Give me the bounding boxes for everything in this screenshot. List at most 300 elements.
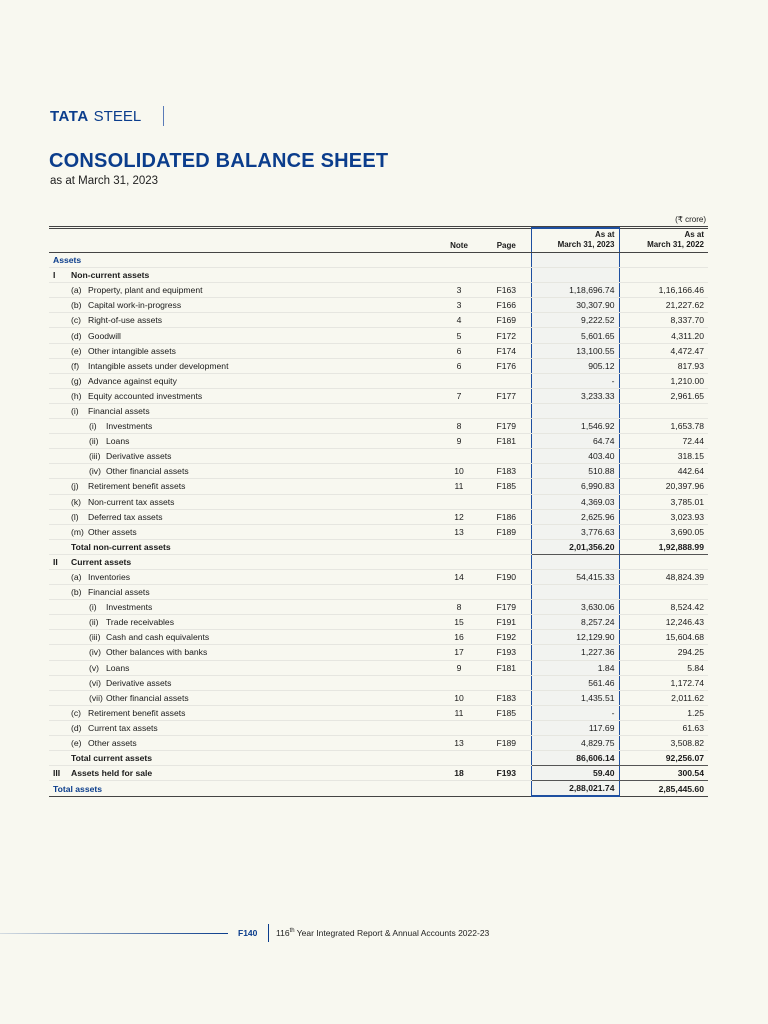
note-cell: 6 — [436, 358, 482, 373]
previous-year-value: 3,508.82 — [619, 736, 708, 751]
previous-year-value: 92,256.07 — [619, 751, 708, 766]
table-row — [49, 434, 708, 449]
row-label: Right-of-use assets — [88, 315, 163, 326]
current-year-value: 403.40 — [531, 449, 619, 464]
previous-year-value: 2,961.65 — [619, 388, 708, 403]
row-label: Intangible assets under development — [88, 360, 229, 371]
page-cell — [482, 751, 531, 766]
note-cell: 8 — [436, 419, 482, 434]
page-cell: F169 — [482, 313, 531, 328]
row-label: Assets — [53, 255, 82, 266]
table-row — [49, 569, 708, 584]
row-label-cell — [49, 434, 436, 449]
page-cell — [482, 253, 531, 268]
current-year-value — [531, 268, 619, 283]
row-marker: (g) — [71, 375, 82, 386]
note-cell — [436, 781, 482, 797]
table-row — [49, 494, 708, 509]
row-marker: (c) — [71, 707, 82, 718]
previous-year-value — [619, 554, 708, 569]
row-label-cell — [49, 751, 436, 766]
table-row — [49, 645, 708, 660]
table-row — [49, 690, 708, 705]
note-cell — [436, 675, 482, 690]
page-cell: F179 — [482, 600, 531, 615]
previous-year-value: 300.54 — [619, 766, 708, 781]
row-marker: II — [53, 556, 58, 567]
page-cell: F183 — [482, 690, 531, 705]
note-cell: 14 — [436, 569, 482, 584]
row-marker: (a) — [71, 572, 82, 583]
note-cell: 9 — [436, 660, 482, 675]
row-label: Total assets — [53, 783, 103, 794]
page-cell: F181 — [482, 660, 531, 675]
table-row — [49, 539, 708, 554]
page-cell — [482, 675, 531, 690]
row-label: Other assets — [88, 738, 137, 749]
previous-year-value: 1,653.78 — [619, 419, 708, 434]
table-row — [49, 373, 708, 388]
row-label: Trade receivables — [106, 617, 174, 628]
current-year-value: 30,307.90 — [531, 298, 619, 313]
note-cell — [436, 268, 482, 283]
row-label-cell — [49, 403, 436, 418]
note-cell: 5 — [436, 328, 482, 343]
row-label-cell — [49, 645, 436, 660]
page-cell — [482, 539, 531, 554]
table-row — [49, 449, 708, 464]
row-label-cell — [49, 464, 436, 479]
current-year-value: 64.74 — [531, 434, 619, 449]
brand-name-bold: TATA — [50, 107, 89, 125]
table-header-row — [49, 228, 708, 253]
current-year-value: 4,369.03 — [531, 494, 619, 509]
row-label: Retirement benefit assets — [88, 707, 186, 718]
current-year-value: 2,88,021.74 — [531, 781, 619, 797]
previous-year-value — [619, 268, 708, 283]
row-label: Financial assets — [88, 587, 150, 598]
table-row — [49, 464, 708, 479]
note-cell — [436, 449, 482, 464]
current-year-value: - — [531, 705, 619, 720]
row-label: Goodwill — [88, 330, 121, 341]
note-cell — [436, 585, 482, 600]
current-year-value: 1,435.51 — [531, 690, 619, 705]
previous-year-value — [619, 403, 708, 418]
current-year-value: 4,829.75 — [531, 736, 619, 751]
row-label: Assets held for sale — [71, 768, 153, 779]
previous-year-value: 48,824.39 — [619, 569, 708, 584]
row-label-cell — [49, 675, 436, 690]
current-year-value: 2,01,356.20 — [531, 539, 619, 554]
current-year-value: 13,100.55 — [531, 343, 619, 358]
page-cell — [482, 554, 531, 569]
table-row — [49, 358, 708, 373]
current-year-value: 5,601.65 — [531, 328, 619, 343]
row-label: Other balances with banks — [106, 647, 208, 658]
current-year-value: 12,129.90 — [531, 630, 619, 645]
previous-year-value: 5.84 — [619, 660, 708, 675]
row-label-cell — [49, 690, 436, 705]
page-footer — [0, 924, 768, 944]
row-label-cell — [49, 388, 436, 403]
previous-year-value: 3,690.05 — [619, 524, 708, 539]
header-particulars — [49, 228, 436, 253]
page-subtitle: as at March 31, 2023 — [50, 175, 159, 187]
note-cell — [436, 751, 482, 766]
header-previous-line1: As at — [684, 230, 704, 239]
header-note: Note — [436, 228, 482, 253]
footer-report-prefix: 116 — [276, 928, 290, 938]
page-cell — [482, 494, 531, 509]
previous-year-value: 2,011.62 — [619, 690, 708, 705]
header-previous-line2: March 31, 2022 — [647, 240, 704, 249]
table-row — [49, 419, 708, 434]
previous-year-value: 442.64 — [619, 464, 708, 479]
table-row — [49, 615, 708, 630]
row-label-cell — [49, 660, 436, 675]
row-label: Total current assets — [71, 753, 153, 764]
row-label: Inventories — [88, 572, 131, 583]
current-year-value: 3,233.33 — [531, 388, 619, 403]
row-label-cell — [49, 615, 436, 630]
table-row — [49, 298, 708, 313]
note-cell: 13 — [436, 736, 482, 751]
note-cell: 11 — [436, 479, 482, 494]
row-label-cell — [49, 449, 436, 464]
table-row — [49, 675, 708, 690]
previous-year-value: 1,92,888.99 — [619, 539, 708, 554]
row-marker: (iii) — [89, 451, 101, 462]
current-year-value: 117.69 — [531, 720, 619, 735]
footer-divider — [268, 924, 269, 942]
row-label-cell — [49, 373, 436, 388]
current-year-value: 1,227.36 — [531, 645, 619, 660]
page-title: CONSOLIDATED BALANCE SHEET — [49, 150, 389, 172]
page-cell — [482, 781, 531, 797]
current-year-value — [531, 554, 619, 569]
page-cell: F181 — [482, 434, 531, 449]
row-label-cell — [49, 554, 436, 569]
current-year-value: 561.46 — [531, 675, 619, 690]
row-marker: (iii) — [89, 632, 101, 643]
row-marker: (b) — [71, 587, 82, 598]
current-year-value — [531, 403, 619, 418]
table-row — [49, 524, 708, 539]
row-label-cell — [49, 720, 436, 735]
previous-year-value: 20,397.96 — [619, 479, 708, 494]
row-marker: (v) — [89, 662, 100, 673]
balance-sheet — [49, 214, 708, 797]
current-year-value: - — [531, 373, 619, 388]
table-row — [49, 736, 708, 751]
note-cell: 4 — [436, 313, 482, 328]
note-cell — [436, 494, 482, 509]
row-marker: (h) — [71, 390, 82, 401]
row-label: Derivative assets — [106, 677, 172, 688]
note-cell — [436, 403, 482, 418]
row-marker: (ii) — [89, 436, 99, 447]
table-row — [49, 313, 708, 328]
current-year-value: 2,625.96 — [531, 509, 619, 524]
current-year-value: 905.12 — [531, 358, 619, 373]
row-label: Capital work-in-progress — [88, 300, 182, 311]
row-label-cell — [49, 524, 436, 539]
previous-year-value: 2,85,445.60 — [619, 781, 708, 797]
row-marker: (j) — [71, 481, 79, 492]
table-row — [49, 268, 708, 283]
page-cell: F166 — [482, 298, 531, 313]
note-cell: 3 — [436, 283, 482, 298]
previous-year-value: 4,311.20 — [619, 328, 708, 343]
table-row — [49, 509, 708, 524]
row-label-cell — [49, 736, 436, 751]
previous-year-value: 318.15 — [619, 449, 708, 464]
previous-year-value: 1,210.00 — [619, 373, 708, 388]
note-cell: 18 — [436, 766, 482, 781]
previous-year-value — [619, 585, 708, 600]
footer-report-sup: th — [289, 928, 295, 935]
row-label-cell — [49, 705, 436, 720]
page-cell: F183 — [482, 464, 531, 479]
page-cell: F174 — [482, 343, 531, 358]
row-marker: (d) — [71, 330, 82, 341]
note-cell: 10 — [436, 464, 482, 479]
page-cell: F189 — [482, 524, 531, 539]
previous-year-value: 15,604.68 — [619, 630, 708, 645]
current-year-value: 59.40 — [531, 766, 619, 781]
row-label: Other financial assets — [106, 466, 189, 477]
row-label-cell — [49, 539, 436, 554]
table-row — [49, 751, 708, 766]
page-cell: F179 — [482, 419, 531, 434]
row-label-cell — [49, 494, 436, 509]
row-label-cell — [49, 358, 436, 373]
page-cell: F192 — [482, 630, 531, 645]
table-row — [49, 781, 708, 797]
table-row — [49, 253, 708, 268]
table-row — [49, 720, 708, 735]
footer-report-title — [276, 928, 489, 938]
note-cell: 8 — [436, 600, 482, 615]
row-marker: (f) — [71, 360, 80, 371]
brand-name-light: STEEL — [93, 107, 142, 125]
previous-year-value: 8,337.70 — [619, 313, 708, 328]
row-label-cell — [49, 253, 436, 268]
row-label: Advance against equity — [88, 375, 177, 386]
row-label: Current assets — [71, 556, 132, 567]
row-label-cell — [49, 298, 436, 313]
current-year-value: 3,630.06 — [531, 600, 619, 615]
table-row — [49, 660, 708, 675]
row-label-cell — [49, 585, 436, 600]
row-label: Investments — [106, 421, 153, 432]
previous-year-value: 294.25 — [619, 645, 708, 660]
table-row — [49, 766, 708, 781]
previous-year-value: 21,227.62 — [619, 298, 708, 313]
row-marker: (e) — [71, 738, 82, 749]
page-cell: F185 — [482, 705, 531, 720]
row-label: Derivative assets — [106, 451, 172, 462]
header-current-year — [531, 228, 619, 253]
row-label-cell — [49, 343, 436, 358]
current-year-value: 54,415.33 — [531, 569, 619, 584]
header-current-line1: As at — [594, 230, 615, 239]
note-cell: 16 — [436, 630, 482, 645]
note-cell: 10 — [436, 690, 482, 705]
current-year-value: 3,776.63 — [531, 524, 619, 539]
page-cell: F191 — [482, 615, 531, 630]
row-label-cell — [49, 313, 436, 328]
brand-divider — [163, 106, 164, 126]
table-row — [49, 630, 708, 645]
row-marker: (c) — [71, 315, 82, 326]
row-label-cell — [49, 569, 436, 584]
table-body — [49, 253, 708, 797]
footer-page-number: F140 — [238, 928, 258, 938]
balance-sheet-table — [49, 226, 708, 797]
unit-label: (₹ crore) — [675, 215, 706, 224]
row-label: Non-current assets — [71, 270, 150, 281]
current-year-value: 6,990.83 — [531, 479, 619, 494]
note-cell: 17 — [436, 645, 482, 660]
row-label-cell — [49, 630, 436, 645]
current-year-value: 510.88 — [531, 464, 619, 479]
page-cell — [482, 449, 531, 464]
current-year-value — [531, 585, 619, 600]
row-label: Property, plant and equipment — [88, 285, 203, 296]
row-marker: (k) — [71, 496, 82, 507]
previous-year-value: 61.63 — [619, 720, 708, 735]
header-previous-year — [619, 228, 708, 253]
previous-year-value: 1,16,166.46 — [619, 283, 708, 298]
note-cell — [436, 253, 482, 268]
row-label-cell — [49, 479, 436, 494]
page-cell — [482, 720, 531, 735]
footer-report-suffix: Year Integrated Report & Annual Accounts 2022-23 — [294, 928, 490, 938]
footer-rule — [0, 933, 228, 934]
previous-year-value: 1,172.74 — [619, 675, 708, 690]
row-marker: I — [53, 270, 56, 281]
page-cell: F172 — [482, 328, 531, 343]
page-cell: F193 — [482, 645, 531, 660]
header-current-line2: March 31, 2023 — [557, 240, 615, 249]
table-row — [49, 479, 708, 494]
table-row — [49, 283, 708, 298]
note-cell — [436, 539, 482, 554]
brand-logo — [50, 106, 164, 126]
row-label-cell — [49, 268, 436, 283]
row-label: Total non-current assets — [71, 541, 171, 552]
table-row — [49, 554, 708, 569]
previous-year-value: 1.25 — [619, 705, 708, 720]
table-row — [49, 705, 708, 720]
current-year-value: 86,606.14 — [531, 751, 619, 766]
row-label: Cash and cash equivalents — [106, 632, 210, 643]
note-cell: 13 — [436, 524, 482, 539]
row-marker: (b) — [71, 300, 82, 311]
current-year-value: 1,18,696.74 — [531, 283, 619, 298]
note-cell: 7 — [436, 388, 482, 403]
page-cell: F177 — [482, 388, 531, 403]
current-year-value — [531, 253, 619, 268]
previous-year-value: 3,023.93 — [619, 509, 708, 524]
row-label-cell — [49, 781, 436, 797]
row-marker: (iv) — [89, 466, 101, 477]
note-cell — [436, 554, 482, 569]
note-cell: 6 — [436, 343, 482, 358]
current-year-value: 9,222.52 — [531, 313, 619, 328]
row-marker: (m) — [71, 526, 84, 537]
page-cell: F185 — [482, 479, 531, 494]
row-label: Loans — [106, 662, 130, 673]
row-label-cell — [49, 600, 436, 615]
row-label: Retirement benefit assets — [88, 481, 186, 492]
row-label-cell — [49, 328, 436, 343]
current-year-value: 1,546.92 — [531, 419, 619, 434]
page-cell — [482, 268, 531, 283]
previous-year-value: 4,472.47 — [619, 343, 708, 358]
row-label: Loans — [106, 436, 130, 447]
row-marker: (vii) — [89, 692, 103, 703]
note-cell — [436, 720, 482, 735]
row-marker: (a) — [71, 285, 82, 296]
row-label: Investments — [106, 602, 153, 613]
row-marker: (i) — [71, 405, 79, 416]
note-cell: 11 — [436, 705, 482, 720]
row-marker: (vi) — [89, 677, 101, 688]
row-label: Financial assets — [88, 405, 150, 416]
previous-year-value: 72.44 — [619, 434, 708, 449]
row-label: Non-current tax assets — [88, 496, 175, 507]
page-cell: F176 — [482, 358, 531, 373]
page-cell: F189 — [482, 736, 531, 751]
row-marker: (l) — [71, 511, 79, 522]
row-label-cell — [49, 419, 436, 434]
previous-year-value: 12,246.43 — [619, 615, 708, 630]
table-row — [49, 328, 708, 343]
table-row — [49, 388, 708, 403]
row-label: Equity accounted investments — [88, 390, 203, 401]
page-cell: F186 — [482, 509, 531, 524]
page-cell: F163 — [482, 283, 531, 298]
previous-year-value: 8,524.42 — [619, 600, 708, 615]
row-marker: (iv) — [89, 647, 101, 658]
previous-year-value: 3,785.01 — [619, 494, 708, 509]
previous-year-value — [619, 253, 708, 268]
row-label: Other financial assets — [106, 692, 189, 703]
table-row — [49, 403, 708, 418]
current-year-value: 1.84 — [531, 660, 619, 675]
table-row — [49, 585, 708, 600]
page-cell — [482, 403, 531, 418]
note-cell: 9 — [436, 434, 482, 449]
page-cell: F193 — [482, 766, 531, 781]
row-label: Other intangible assets — [88, 345, 176, 356]
current-year-value: 8,257.24 — [531, 615, 619, 630]
row-marker: (ii) — [89, 617, 99, 628]
row-label-cell — [49, 509, 436, 524]
page-cell: F190 — [482, 569, 531, 584]
note-cell: 15 — [436, 615, 482, 630]
table-row — [49, 343, 708, 358]
page-cell — [482, 585, 531, 600]
row-marker: (e) — [71, 345, 82, 356]
header-page: Page — [482, 228, 531, 253]
row-label-cell — [49, 766, 436, 781]
row-label-cell — [49, 283, 436, 298]
row-marker: (d) — [71, 722, 82, 733]
